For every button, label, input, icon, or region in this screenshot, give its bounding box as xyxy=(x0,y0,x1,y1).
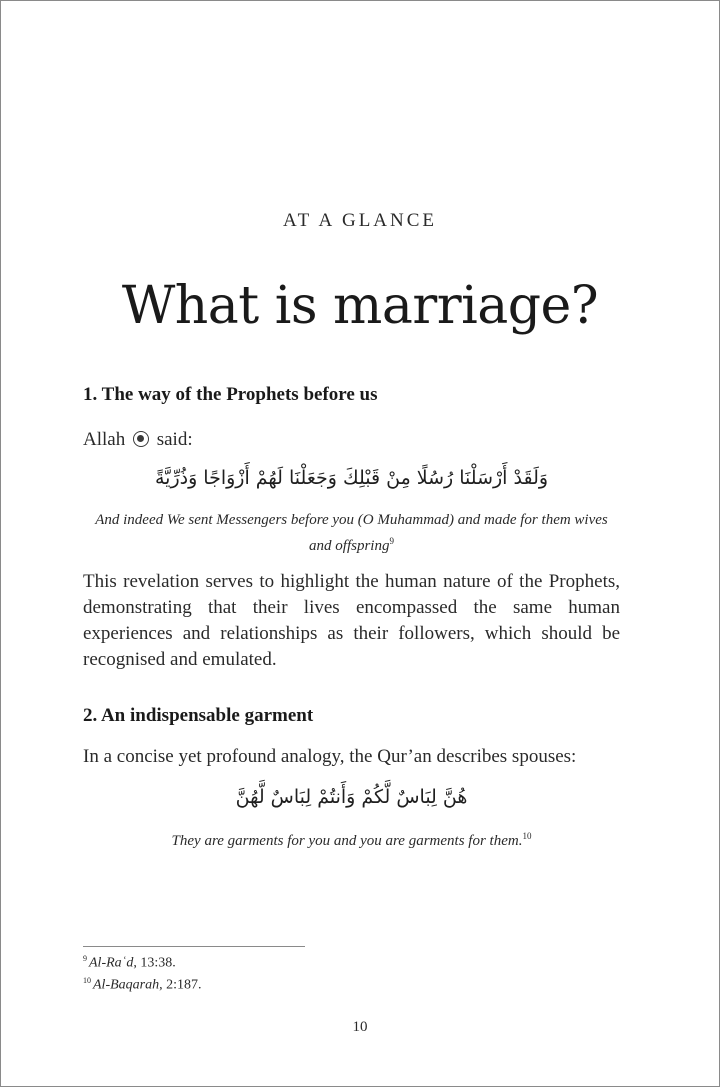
arabic-verse-1: وَلَقَدْ أَرْسَلْنَا رُسُلًا مِنْ قَبْلِكَ وَجَعَلْنَا لَهُمْ أَزْوَاجًا وَذُرِّيَّةً xyxy=(154,467,549,489)
section-1-heading: 1. The way of the Prophets before us xyxy=(83,384,378,405)
footnote-10-ref: , 2:187. xyxy=(159,977,202,993)
footnote-9-number: 9 xyxy=(83,954,87,963)
footnote-10 xyxy=(83,976,202,994)
section-2 xyxy=(83,705,620,727)
section-1-translation xyxy=(83,510,620,557)
translation-1 xyxy=(83,510,620,557)
footnote-9-source: Al-Raʿd xyxy=(89,955,134,971)
paragraph-1: This revelation serves to highlight the human nature of the Prophets, demonstrating that their lives encompassed the same human experiences and relationships as their followers, which should be recognised and emulated. xyxy=(83,571,620,670)
footnote-9 xyxy=(83,954,176,972)
section-2-intro xyxy=(83,744,620,770)
footnote-9-ref: , 13:38. xyxy=(133,955,176,971)
section-2-translation xyxy=(83,826,620,852)
section-1-arabic-verse xyxy=(83,467,620,489)
translation-2-text: They are garments for you and you are garments for them. xyxy=(171,833,523,849)
footnote-divider xyxy=(83,946,305,947)
section-kicker: AT A GLANCE xyxy=(282,210,438,231)
page-number: 10 xyxy=(352,1019,368,1035)
section-1 xyxy=(83,384,620,406)
divine-honorific-icon xyxy=(133,431,149,447)
footnote-ref-9[interactable]: 9 xyxy=(389,536,394,546)
intro-said: said: xyxy=(156,429,193,450)
footnote-10-number: 10 xyxy=(83,976,91,985)
footnote-ref-10[interactable]: 10 xyxy=(522,831,532,841)
paragraph-2-intro: In a concise yet profound analogy, the Qur’an describes spouses: xyxy=(83,746,577,767)
footnote-10-source: Al-Baqarah xyxy=(93,977,160,993)
translation-2 xyxy=(83,826,620,852)
page-title: What is marriage? xyxy=(121,275,599,336)
section-2-arabic-verse xyxy=(83,786,620,808)
arabic-verse-2: هُنَّ لِبَاسٌ لَّكُمْ وَأَنتُمْ لِبَاسٌ لَّهُنَّ xyxy=(235,786,468,808)
intro-allah: Allah xyxy=(83,429,126,450)
section-1-intro xyxy=(83,427,620,453)
translation-1-text: And indeed We sent Messengers before you (O Muhammad) and made for them wives and offspring xyxy=(95,512,608,554)
section-2-heading: 2. An indispensable garment xyxy=(83,705,314,726)
section-1-paragraph xyxy=(83,569,620,673)
